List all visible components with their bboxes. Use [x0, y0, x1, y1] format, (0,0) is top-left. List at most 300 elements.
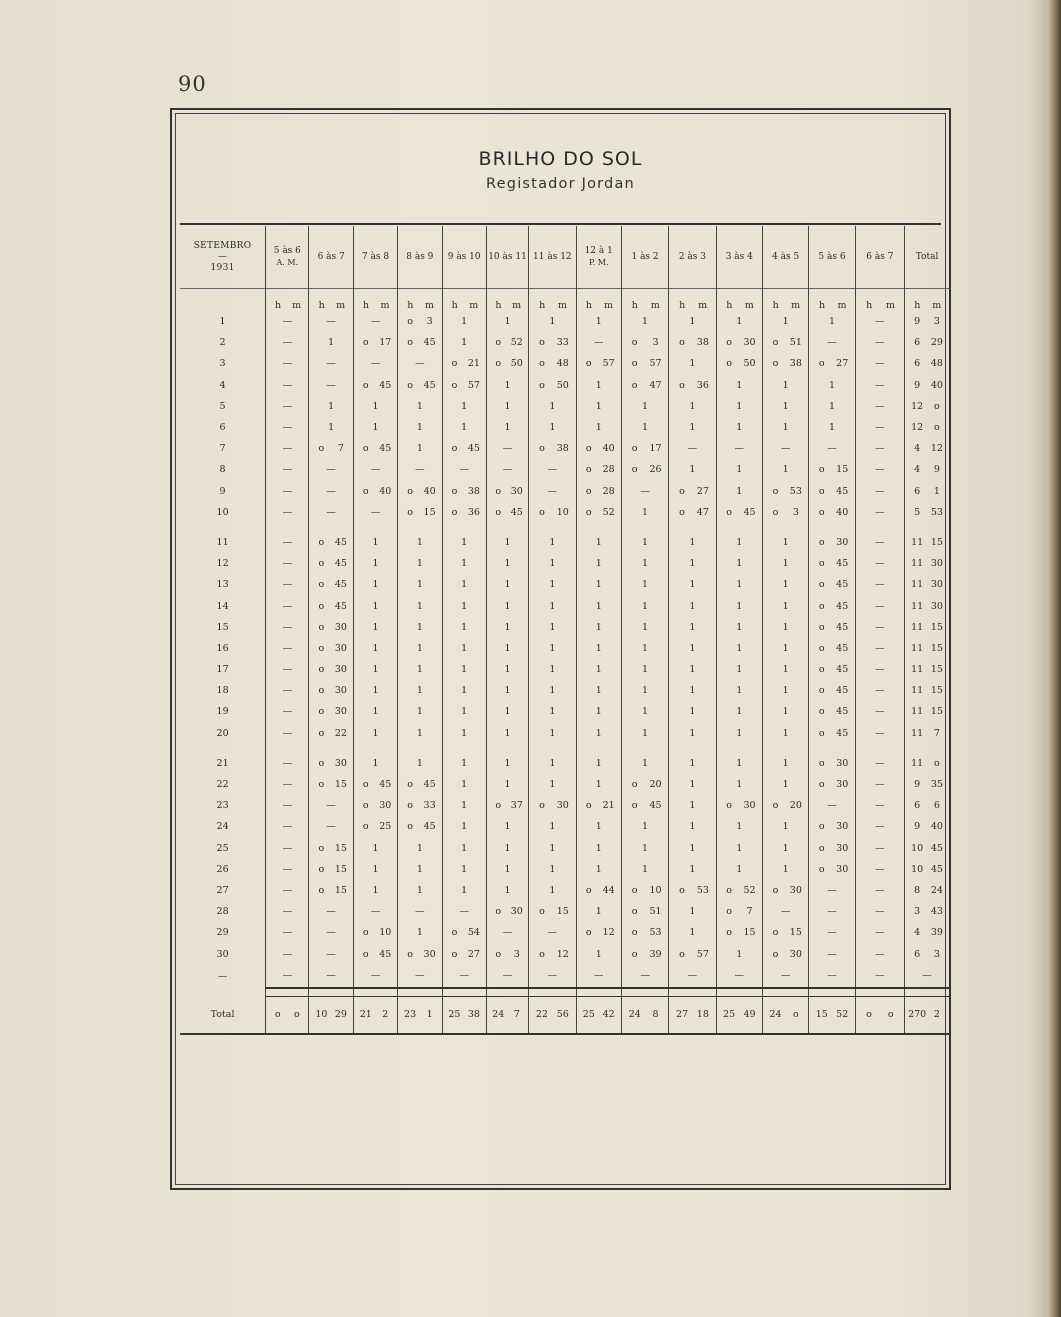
table-row [180, 459, 949, 480]
value-cell [905, 311, 949, 332]
value-cell [809, 375, 855, 396]
value-cell [486, 996, 528, 1034]
minutes-value: 45 [836, 558, 849, 570]
value-cell [809, 901, 855, 922]
value-cell [809, 880, 855, 901]
value-cell [669, 680, 716, 701]
value-cell [762, 859, 808, 880]
hours-value: o [495, 906, 502, 918]
minutes-value: 53 [789, 485, 802, 497]
value-cell [266, 438, 309, 459]
hours-value: o [539, 948, 545, 960]
value-cell [621, 723, 668, 744]
hours-value: 1 [642, 316, 649, 328]
value-cell [309, 680, 353, 701]
value-cell [716, 922, 762, 943]
hours-value: o [818, 464, 825, 476]
value-cell [309, 417, 353, 438]
hours-value: o [818, 358, 825, 370]
hour-range-label: 2 às 3 [678, 251, 707, 262]
hours-value: — [282, 316, 293, 328]
value-cell [855, 880, 904, 901]
hour-column-header [266, 226, 309, 289]
value-cell [486, 680, 528, 701]
hours-value: 1 [549, 422, 556, 434]
minutes-value: 17 [649, 443, 662, 455]
value-cell [762, 574, 808, 595]
hours-value: o [318, 863, 325, 875]
value-cell [398, 553, 442, 574]
minutes-value: 33 [556, 337, 569, 349]
dash-cell: — [398, 965, 442, 988]
value-cell [905, 481, 949, 502]
table-row [180, 943, 949, 964]
hours-value: o [362, 443, 369, 455]
hours-value: 1 [461, 316, 468, 328]
hours-value: 1 [504, 863, 511, 875]
hours-value: — [415, 464, 425, 476]
hours-value: o [318, 884, 325, 896]
value-cell [855, 795, 904, 816]
hours-value: o [539, 337, 545, 349]
unit-m: m [791, 300, 801, 311]
value-cell [855, 481, 904, 502]
hours-value: 1 [549, 316, 556, 328]
hours-value: 1 [782, 579, 789, 591]
hours-value: 1 [416, 664, 423, 676]
minutes-value: 12 [602, 927, 615, 939]
value-cell [855, 353, 904, 374]
value-cell [716, 680, 762, 701]
day-label: 6 [219, 422, 226, 434]
hours-value: o [451, 506, 458, 518]
gap-cell [762, 523, 808, 532]
hours-value: o [495, 337, 502, 349]
minutes-value: 30 [836, 863, 849, 875]
value-cell [669, 595, 716, 616]
hour-range-label: 5 às 6 [273, 246, 301, 256]
hours-value: — [326, 906, 336, 918]
minutes-value: 56 [556, 1009, 569, 1021]
minutes-value: 28 [602, 485, 615, 497]
hours-value: o [318, 757, 325, 769]
hours-value: 1 [372, 685, 379, 697]
hour-range-label: 4 às 5 [772, 251, 800, 262]
value-cell [669, 438, 716, 459]
value-cell [529, 396, 576, 417]
hours-value: 1 [461, 800, 468, 812]
value-cell [576, 502, 621, 523]
hour-range-label: 12 à 1 [584, 246, 613, 256]
hours-value: o [818, 621, 825, 633]
value-cell [266, 638, 309, 659]
minutes-value: o [792, 1009, 799, 1021]
value-cell [905, 901, 949, 922]
value-cell [855, 816, 904, 837]
minutes-value: 51 [789, 337, 802, 349]
hours-value: 1 [461, 842, 468, 854]
hours-value: o [451, 443, 458, 455]
hours-value: 1 [504, 579, 511, 591]
hours-value: o [451, 948, 458, 960]
minutes-value: 27 [836, 358, 849, 370]
hours-value: 1 [549, 821, 556, 833]
value-cell [762, 701, 808, 722]
unit-h: h [679, 300, 686, 311]
hours-value: 1 [549, 536, 556, 548]
bottom-rule [180, 1034, 949, 1035]
value-cell [486, 332, 528, 353]
minutes-value: 45 [379, 779, 392, 791]
value-cell [442, 311, 486, 332]
value-cell [266, 859, 309, 880]
value-cell [576, 880, 621, 901]
minutes-value: 45 [836, 485, 849, 497]
value-cell [353, 680, 397, 701]
minutes-value: o [934, 757, 940, 769]
value-cell [809, 574, 855, 595]
value-cell [486, 574, 528, 595]
value-cell [855, 311, 904, 332]
gap-cell [442, 523, 486, 532]
hours-value: — [875, 558, 885, 570]
value-cell [855, 396, 904, 417]
hours-value: — [282, 579, 293, 591]
value-cell [529, 701, 576, 722]
separator-cell [180, 988, 266, 997]
minutes-value: 21 [467, 358, 480, 370]
units-cell [762, 289, 808, 312]
hours-value: o [818, 779, 825, 791]
hours-value: 1 [642, 757, 649, 769]
hours-value: 1 [416, 600, 423, 612]
value-cell [529, 353, 576, 374]
value-cell [762, 532, 808, 553]
value-cell [576, 417, 621, 438]
value-cell [762, 659, 808, 680]
value-cell [398, 943, 442, 964]
value-cell [576, 680, 621, 701]
hours-value: 6 [914, 800, 921, 812]
dash-cell: — [669, 965, 716, 988]
value-cell [486, 901, 528, 922]
hours-value: — [502, 443, 513, 455]
value-cell [529, 996, 576, 1034]
minutes-value: 30 [836, 757, 849, 769]
hours-value: 1 [504, 600, 511, 612]
hours-value: 25 [582, 1009, 595, 1021]
hours-value: 1 [461, 821, 468, 833]
unit-h: h [772, 300, 779, 311]
hours-value: 1 [642, 558, 649, 570]
hours-value: 1 [416, 884, 423, 896]
hours-value: — [502, 464, 513, 476]
hours-value: 1 [372, 422, 379, 434]
hours-value: 1 [782, 600, 789, 612]
minutes-value: 30 [510, 485, 523, 497]
hours-value: o [818, 642, 825, 654]
minutes-value: 53 [649, 927, 662, 939]
value-cell [529, 532, 576, 553]
value-cell [529, 774, 576, 795]
value-cell [809, 795, 855, 816]
value-cell [486, 753, 528, 774]
value-cell [529, 553, 576, 574]
day-label: 19 [216, 706, 229, 718]
value-cell [309, 723, 353, 744]
hours-value: o [318, 779, 325, 791]
value-cell [576, 816, 621, 837]
minutes-value: 38 [556, 443, 569, 455]
hours-value: o [585, 485, 592, 497]
value-cell [353, 723, 397, 744]
value-cell [486, 617, 528, 638]
hours-value: 1 [549, 842, 556, 854]
hour-column-header [716, 226, 762, 289]
value-cell [809, 638, 855, 659]
value-cell [809, 680, 855, 701]
value-cell [309, 574, 353, 595]
value-cell [762, 617, 808, 638]
value-cell [855, 438, 904, 459]
hours-value: o [407, 316, 413, 328]
value-cell [621, 481, 668, 502]
hours-value: o [539, 379, 545, 391]
value-cell [353, 859, 397, 880]
hours-value: — [282, 536, 293, 548]
minutes-value: 12 [930, 443, 943, 455]
minutes-value: o [934, 422, 940, 434]
hours-value: 1 [689, 464, 696, 476]
hours-value: 1 [461, 400, 468, 412]
day-label: 8 [219, 464, 226, 476]
hour-range-label: 1 às 2 [631, 251, 659, 262]
minutes-value: 45 [334, 600, 347, 612]
hour-range-label: 6 às 7 [317, 251, 345, 262]
hours-value: — [827, 443, 837, 455]
value-cell [855, 753, 904, 774]
value-cell [762, 459, 808, 480]
hours-value: — [875, 863, 885, 875]
hours-value: 1 [549, 779, 556, 791]
hours-value: — [875, 727, 885, 739]
value-cell [398, 816, 442, 837]
value-cell [486, 816, 528, 837]
hours-value: 1 [782, 727, 789, 739]
hours-value: 1 [736, 779, 743, 791]
hours-value: 1 [549, 621, 556, 633]
hours-value: 1 [736, 316, 743, 328]
dash-cell: — [716, 965, 762, 988]
value-cell [266, 723, 309, 744]
value-cell [669, 375, 716, 396]
value-cell [398, 701, 442, 722]
value-cell [716, 617, 762, 638]
hours-value: 1 [549, 706, 556, 718]
hours-value: 1 [416, 621, 423, 633]
value-cell [762, 680, 808, 701]
hours-value: — [326, 379, 336, 391]
minutes-value: 57 [649, 358, 662, 370]
value-cell [669, 816, 716, 837]
value-cell [809, 659, 855, 680]
minutes-value: 7 [513, 1009, 520, 1021]
value-cell [486, 922, 528, 943]
value-cell [762, 438, 808, 459]
hours-value: 1 [372, 400, 379, 412]
dash-cell: — [442, 965, 486, 988]
dash-cell: — [529, 965, 576, 988]
value-cell [486, 459, 528, 480]
minutes-value: 45 [334, 536, 347, 548]
value-cell [762, 880, 808, 901]
value-cell [266, 816, 309, 837]
value-cell [486, 353, 528, 374]
sunshine-table [180, 226, 949, 1035]
value-cell [669, 659, 716, 680]
hours-value: — [780, 443, 791, 455]
value-cell [855, 922, 904, 943]
value-cell [762, 943, 808, 964]
hour-column-header [398, 226, 442, 289]
value-cell [905, 880, 949, 901]
hours-value: — [875, 579, 885, 591]
value-cell [669, 774, 716, 795]
total-label: Total [210, 1008, 235, 1020]
value-cell [398, 396, 442, 417]
value-cell [529, 438, 576, 459]
hours-value: 1 [549, 863, 556, 875]
unit-h: h [318, 300, 325, 311]
hours-value: 1 [689, 600, 696, 612]
hours-value: 1 [504, 536, 511, 548]
minutes-value: 12 [556, 948, 569, 960]
unit-m: m [512, 300, 522, 311]
value-cell [529, 838, 576, 859]
hours-value: — [282, 558, 293, 570]
hours-value: 1 [782, 821, 789, 833]
period-label: A. M. [276, 258, 299, 267]
hours-value: — [827, 927, 837, 939]
value-cell [442, 701, 486, 722]
unit-m: m [380, 300, 390, 311]
hour-range-label: 11 às 12 [533, 251, 572, 262]
hours-value: o [679, 485, 685, 497]
hours-value: o [318, 579, 325, 591]
group-gap [180, 744, 949, 753]
day-label: 11 [216, 536, 229, 548]
hours-value: o [679, 948, 685, 960]
minutes-value: 45 [649, 800, 662, 812]
value-cell [529, 943, 576, 964]
separator-cell [762, 988, 808, 997]
minutes-value: 51 [649, 906, 662, 918]
value-cell [442, 532, 486, 553]
minutes-value: 25 [379, 821, 392, 833]
value-cell [855, 680, 904, 701]
hours-value: o [407, 779, 413, 791]
value-cell [669, 638, 716, 659]
hours-value: 1 [595, 757, 602, 769]
value-cell [309, 396, 353, 417]
value-cell [529, 481, 576, 502]
gap-cell [266, 744, 309, 753]
units-cell [398, 289, 442, 312]
value-cell [529, 595, 576, 616]
value-cell [762, 774, 808, 795]
gap-cell [809, 744, 855, 753]
minutes-value: 57 [467, 379, 480, 391]
minutes-value: 30 [334, 757, 347, 769]
day-label: 12 [216, 558, 229, 570]
hour-range-label: 5 às 6 [818, 251, 846, 262]
hours-value: — [326, 485, 336, 497]
hours-value: o [818, 842, 825, 854]
value-cell [576, 311, 621, 332]
minutes-value: 7 [337, 443, 344, 455]
value-cell [353, 838, 397, 859]
value-cell [855, 638, 904, 659]
hours-value: o [585, 506, 592, 518]
value-cell [809, 859, 855, 880]
value-cell [398, 638, 442, 659]
hours-value: — [875, 400, 885, 412]
value-cell [716, 723, 762, 744]
hours-value: o [631, 443, 638, 455]
hours-value: — [282, 506, 293, 518]
value-cell [621, 753, 668, 774]
units-cell [855, 289, 904, 312]
gap-cell [669, 523, 716, 532]
hours-value: — [875, 464, 885, 476]
minutes-value: 47 [696, 506, 709, 518]
minutes-value: 47 [649, 379, 662, 391]
hours-value: 1 [416, 558, 423, 570]
minutes-value: 10 [379, 927, 392, 939]
hours-value: 1 [461, 757, 468, 769]
value-cell [669, 502, 716, 523]
hours-value: o [772, 337, 779, 349]
hours-value: 1 [736, 863, 743, 875]
value-cell [353, 659, 397, 680]
value-cell [486, 795, 528, 816]
minutes-value: 7 [933, 727, 940, 739]
value-cell [669, 396, 716, 417]
hours-value: 1 [549, 664, 556, 676]
hours-value: — [875, 621, 885, 633]
value-cell [353, 311, 397, 332]
hours-value: — [282, 358, 293, 370]
hours-value: 6 [914, 485, 921, 497]
units-cell [309, 289, 353, 312]
empty-day-row [180, 965, 949, 988]
value-cell [398, 481, 442, 502]
value-cell [855, 595, 904, 616]
value-cell [266, 396, 309, 417]
value-cell [353, 553, 397, 574]
value-cell [576, 838, 621, 859]
hours-value: 1 [689, 821, 696, 833]
hours-value: o [362, 927, 369, 939]
value-cell [621, 680, 668, 701]
hours-value: 1 [549, 727, 556, 739]
hours-value: o [451, 927, 458, 939]
hours-value: 24 [492, 1009, 505, 1021]
value-cell [576, 774, 621, 795]
hours-value: — [875, 337, 885, 349]
value-cell [669, 838, 716, 859]
hour-range-label: 3 às 4 [725, 251, 753, 262]
